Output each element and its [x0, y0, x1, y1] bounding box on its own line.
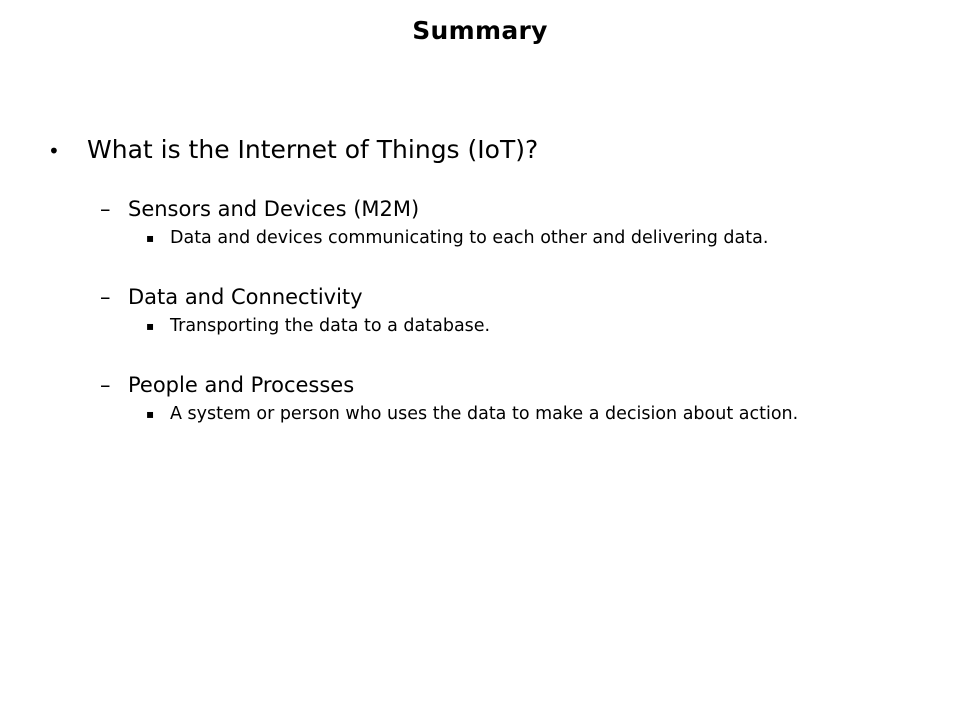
bullet-dot-icon: •	[48, 139, 60, 163]
section-sensors-devices	[100, 193, 928, 251]
section-detail	[146, 225, 866, 251]
section-detail-text: A system or person who uses the data to make a decision about action.	[170, 404, 799, 424]
section-detail-text: Transporting the data to a database.	[170, 316, 491, 336]
dash-icon: –	[100, 373, 111, 397]
slide-content	[48, 132, 928, 457]
section-heading	[100, 281, 928, 313]
section-people-processes	[100, 369, 928, 427]
section-heading	[100, 193, 928, 225]
section-detail-text: Data and devices communicating to each other and delivering data.	[170, 228, 769, 248]
section-detail	[146, 401, 866, 427]
dash-icon: –	[100, 197, 111, 221]
dash-icon: –	[100, 285, 111, 309]
section-heading-text: Data and Connectivity	[128, 285, 363, 309]
slide-title: Summary	[412, 16, 548, 45]
section-heading-text: Sensors and Devices (M2M)	[128, 197, 420, 221]
main-bullet	[48, 132, 928, 169]
square-bullet-icon: ▪	[146, 231, 155, 245]
section-detail	[146, 313, 866, 339]
section-data-connectivity	[100, 281, 928, 339]
section-heading-text: People and Processes	[128, 373, 355, 397]
main-bullet-text: What is the Internet of Things (IoT)?	[87, 135, 539, 164]
square-bullet-icon: ▪	[146, 319, 155, 333]
square-bullet-icon: ▪	[146, 407, 155, 421]
section-heading	[100, 369, 928, 401]
